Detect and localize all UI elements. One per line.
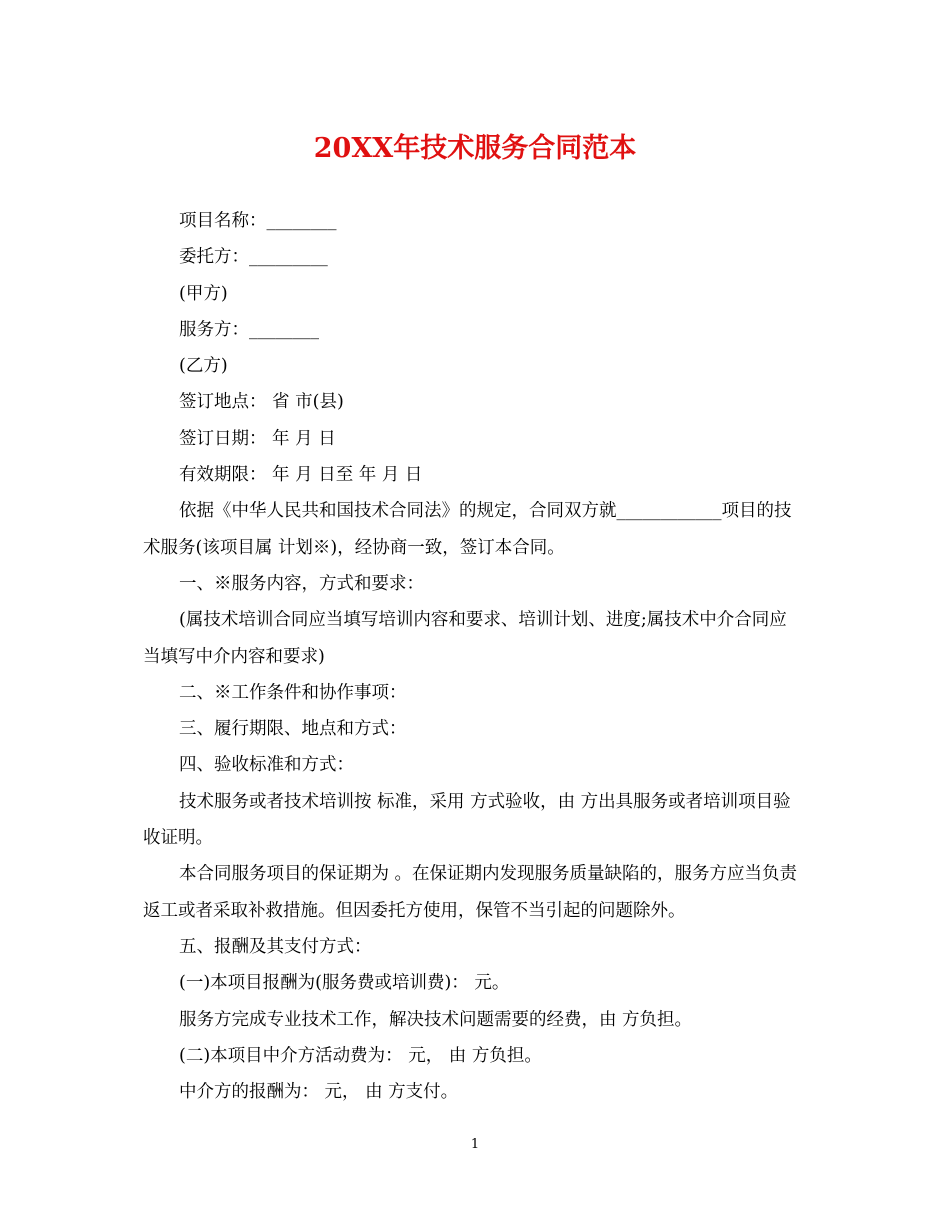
section-1-note: (属技术培训合同应当填写培训内容和要求、培训计划、进度;属技术中介合同应当填写中介内容和要求) [143, 610, 787, 667]
client-party-field: 委托方：_________ [179, 247, 328, 268]
remuneration-item-2: (二)本项目中介方活动费为： 元， 由 方负担。 [179, 1045, 542, 1066]
project-name-field: 项目名称：________ [179, 211, 337, 231]
signing-date-field: 签订日期： 年 月 日 [179, 428, 336, 449]
warranty-paragraph: 本合同服务项目的保证期为 。在保证期内发现服务质量缺陷的，服务方应当负责返工或者采取补救措施。但因委托方使用，保管不当引起的问题除外。 [143, 864, 798, 921]
party-b-label: (乙方) [179, 356, 228, 377]
document-body [143, 203, 800, 1110]
section-heading-2: 二、※工作条件和协作事项： [179, 682, 407, 703]
intermediary-fee-paragraph: 中介方的报酬为： 元， 由 方支付。 [179, 1082, 459, 1103]
section-heading-4: 四、验收标准和方式： [179, 755, 354, 776]
service-party-field: 服务方：________ [179, 319, 319, 340]
section-heading-5: 五、报酬及其支付方式： [179, 936, 372, 957]
section-heading-3: 三、履行期限、地点和方式： [179, 719, 407, 740]
validity-period-field: 有效期限： 年 月 日至 年 月 日 [179, 465, 423, 486]
page-number: 1 [470, 1137, 480, 1152]
expenses-paragraph: 服务方完成专业技术工作，解决技术问题需要的经费，由 方负担。 [179, 1009, 693, 1030]
remuneration-item-1: (一)本项目报酬为(服务费或培训费)： 元。 [179, 973, 510, 994]
preamble-paragraph: 依据《中华人民共和国技术合同法》的规定，合同双方就____________项目的技术服务(该项目属 计划※)，经协商一致，签订本合同。 [143, 501, 792, 558]
signing-location-field: 签订地点： 省 市(县) [179, 392, 344, 413]
party-a-label: (甲方) [179, 283, 228, 304]
acceptance-paragraph: 技术服务或者技术培训按 标准，采用 方式验收，由 方出具服务或者培训项目验收证明。 [143, 791, 791, 849]
document-title: 20XX年技术服务合同范本 [313, 133, 637, 164]
section-heading-1: 一、※服务内容，方式和要求： [179, 573, 424, 594]
